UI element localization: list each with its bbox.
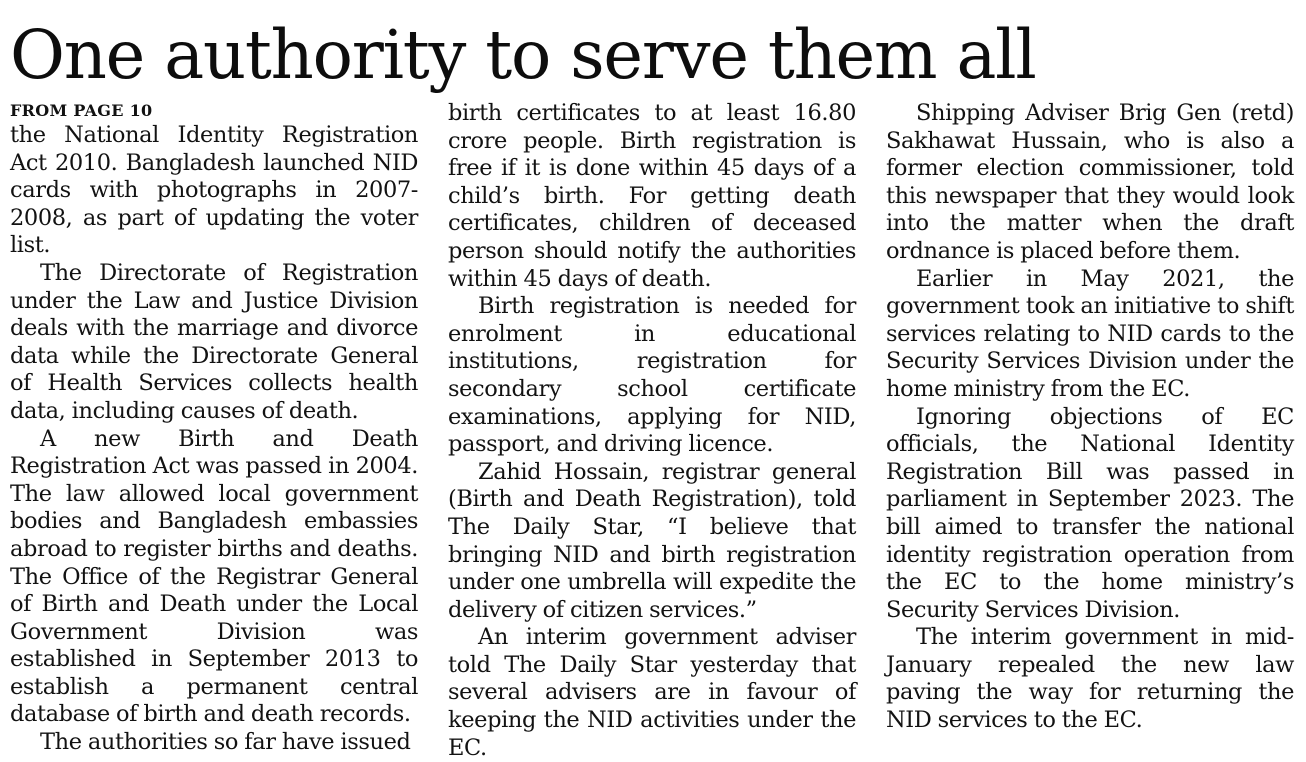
article-column-1 xyxy=(10,100,418,757)
paragraph: The interim government in mid-January repealed the new law paving the way for returning the NID services to the EC. xyxy=(886,624,1294,734)
headline: One authority to serve them all xyxy=(10,16,1036,94)
paragraph: A new Birth and Death Registration Act was passed in 2004. The law allowed local government bodies and Bangladesh embassies abroad to register births and deaths. The Office of the Registrar General of Birth and Death under the Local Government Division was established in September 2013 to establish a permanent central database of birth and death records. xyxy=(10,425,418,728)
paragraph: An interim government adviser told The Daily Star yesterday that several advisers are in favour of keeping the NID activities under the EC. xyxy=(448,624,856,761)
paragraph: The Directorate of Registration under the Law and Justice Division deals with the marriage and divorce data while the Directorate General of Health Services collects health data, including causes of death. xyxy=(10,259,418,424)
paragraph: the National Identity Registration Act 2010. Bangladesh launched NID cards with photographs in 2007-2008, as part of updating the voter list. xyxy=(10,122,418,259)
paragraph: Zahid Hossain, registrar general (Birth and Death Registration), told The Daily Star, “I believe that bringing NID and birth registration under one umbrella will expedite the delivery of citizen services.” xyxy=(448,458,856,623)
paragraph: birth certificates to at least 16.80 crore people. Birth registration is free if it is done within 45 days of a child’s birth. For getting death certificates, children of deceased person should notify the authorities within 45 days of death. xyxy=(448,100,856,292)
paragraph: Earlier in May 2021, the government took an initiative to shift services relating to NID cards to the Security Services Division under the home ministry from the EC. xyxy=(886,265,1294,402)
paragraph: Birth registration is needed for enrolment in educational institutions, registration for secondary school certificate examinations, applying for NID, passport, and driving licence. xyxy=(448,293,856,458)
paragraph: The authorities so far have issued xyxy=(40,729,411,756)
paragraph: Shipping Adviser Brig Gen (retd) Sakhawat Hussain, who is also a former election commissioner, told this newspaper that they would look into the matter when the draft ordnance is placed before them. xyxy=(886,100,1294,264)
article-column-2 xyxy=(448,100,856,762)
paragraph: Ignoring objections of EC officials, the National Identity Registration Bill was passed in parliament in September 2023. The bill aimed to transfer the national identity registration operation from the EC to the home ministry’s Security Services Division. xyxy=(886,403,1294,623)
article-column-3 xyxy=(886,100,1294,735)
continuation-kicker: FROM PAGE 10 xyxy=(10,101,153,120)
